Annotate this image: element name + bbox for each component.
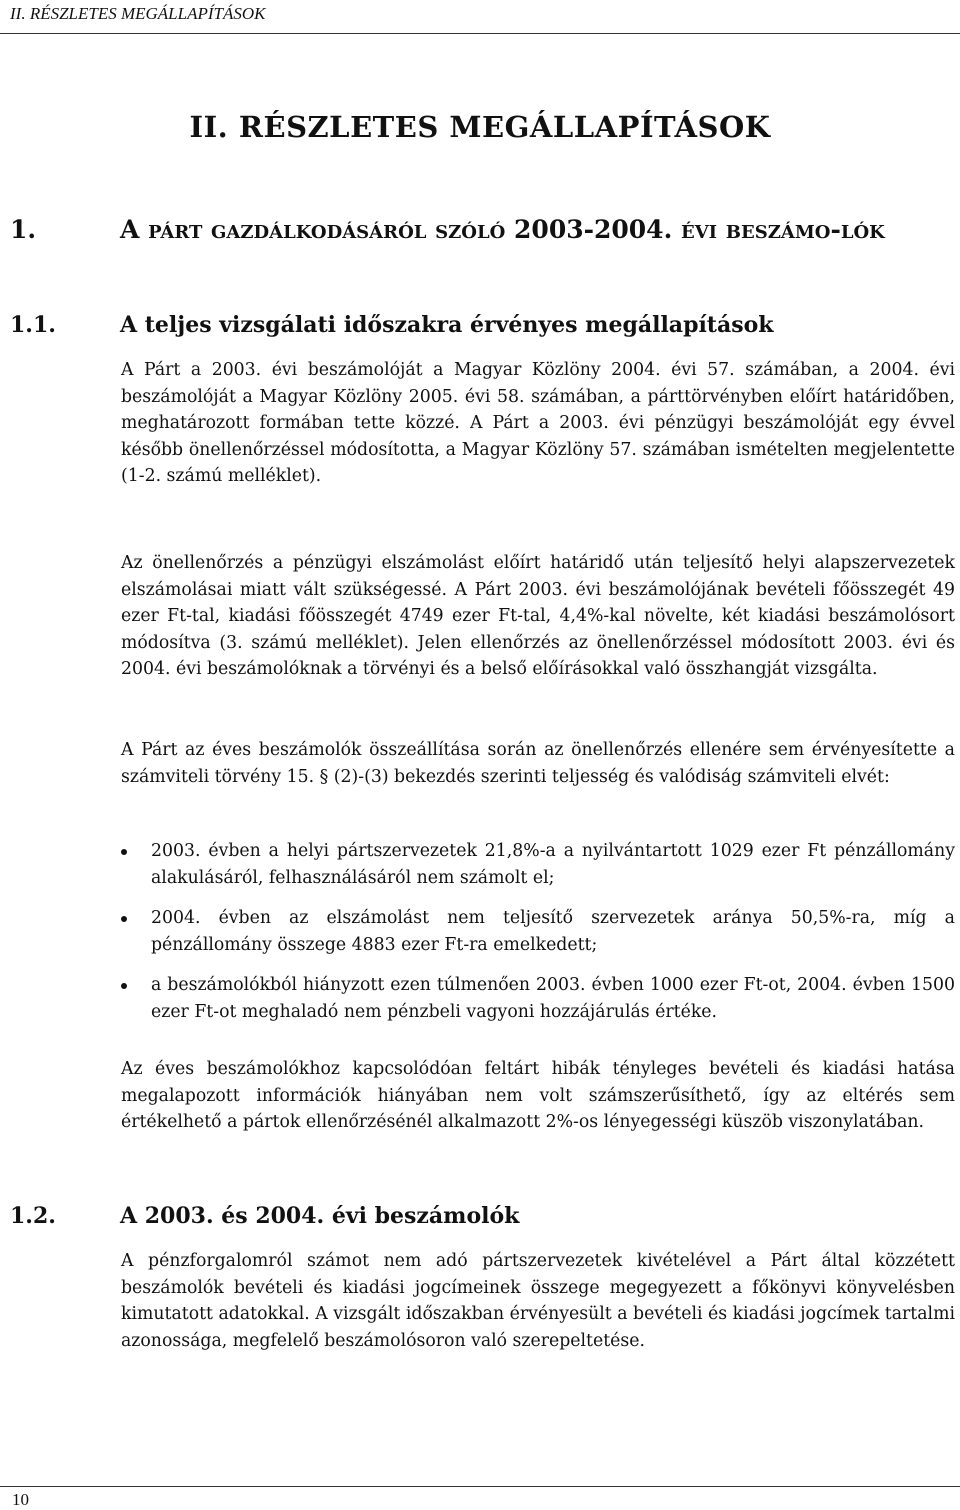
list-item: [121, 905, 955, 958]
section-1-title-part2: évi beszámo-lók: [681, 215, 885, 244]
section-1-heading: [10, 208, 960, 298]
list-item: [121, 838, 955, 891]
paragraph-accounting-principle: A Párt az éves beszámolók összeállítása során az önellenőrzés ellenére sem érvényesítette a számviteli törvény 15. § (2)-(3) bekezdés szerinti teljesség és valódiság számviteli elvét:: [121, 740, 955, 787]
header-divider: [0, 33, 960, 34]
section-1-title-part1: párt gazdálkodásáról szóló: [148, 215, 506, 244]
bullet-icon: [121, 916, 127, 922]
list-item: [121, 972, 955, 1025]
section-1-2-title: A 2003. és 2004. évi beszámolók: [120, 1203, 520, 1229]
chapter-title: II. RÉSZLETES MEGÁLLAPÍTÁSOK: [189, 110, 771, 144]
paragraph-error-impact: Az éves beszámolókhoz kapcsolódóan feltárt hibák tényleges bevételi és kiadási hatása megalapozott információk hiányában nem volt számszerűsíthető, így az eltérés sem értékelhető a pártok ellenőrzésénél alkalmazott 2%-os lényegességi küszöb viszonylatában.: [121, 1059, 955, 1132]
page-number: 10: [12, 1490, 29, 1509]
paragraph-publication: A Párt a 2003. évi beszámolóját a Magyar Közlöny 2004. évi 57. számában, a 2004. évi beszámolóját a Magyar Közlöny 2005. évi 58. számában, a párttörvényben előírt határidőben, meghatározott formában tette közzé. A Párt a 2003. évi pénzügyi beszámolóját egy évvel később önellenőrzéssel módosította, a Magyar Közlöny 57. számában ismételten megjelentette (1-2. számú melléklet).: [121, 360, 955, 486]
findings-list: [121, 838, 955, 1039]
section-1-title: [120, 208, 960, 252]
list-item-text: 2004. évben az elszámolást nem teljesítő szervezetek aránya 50,5%-ra, míg a pénzállomány összege 4883 ezer Ft-ra emelkedett;: [151, 908, 955, 955]
bullet-icon: [121, 983, 127, 989]
section-1-title-years: 2003-2004.: [514, 215, 673, 244]
section-1-2-heading: [10, 1201, 960, 1233]
list-item-text: a beszámolókból hiányzott ezen túlmenően 2003. évben 1000 ezer Ft-ot, 2004. évben 1500 ezer Ft-ot meghaladó nem pénzbeli vagyoni hozzájárulás értéke.: [151, 975, 955, 1022]
section-1-number: 1.: [10, 215, 37, 244]
footer-divider: [0, 1486, 960, 1487]
section-1-1-title: A teljes vizsgálati időszakra érvényes megállapítások: [120, 312, 774, 338]
list-item-text: 2003. évben a helyi pártszervezetek 21,8%-a a nyilvántartott 1029 ezer Ft pénzállomány alakulásáról, felhasználásáról nem számolt el;: [151, 841, 955, 888]
running-header: II. RÉSZLETES MEGÁLLAPÍTÁSOK: [10, 4, 266, 23]
section-1-title-lead: A: [120, 215, 140, 244]
section-1-2-number: 1.2.: [10, 1203, 56, 1229]
section-1-1-number: 1.1.: [10, 312, 56, 338]
paragraph-reports-consistency: A pénzforgalomról számot nem adó pártszervezetek kivételével a Párt által közzétett beszámolók bevételi és kiadási jogcímeinek összege megegyezett a főkönyvi könyvelésben kimutatott adatokkal. A vizsgált időszakban érvényesült a bevételi és kiadási jogcímek tartalmi azonossága, megfelelő beszámolósoron való szerepeltetése.: [121, 1251, 955, 1351]
section-1-1-heading: [10, 310, 960, 342]
bullet-icon: [121, 849, 127, 855]
paragraph-self-audit: Az önellenőrzés a pénzügyi elszámolást előírt határidő után teljesítő helyi alapszervezetek elszámolásai miatt vált szükségessé. A Párt 2003. évi beszámolójának bevételi főösszegét 49 ezer Ft-tal, kiadási főösszegét 4749 ezer Ft-tal, 4,4%-kal növelte, két kiadási beszámolósort módosítva (3. számú melléklet). Jelen ellenőrzés az önellenőrzéssel módosított 2003. évi és 2004. évi beszámolóknak a törvényi és a belső előírásokkal való összhangját vizsgálta.: [121, 553, 955, 679]
